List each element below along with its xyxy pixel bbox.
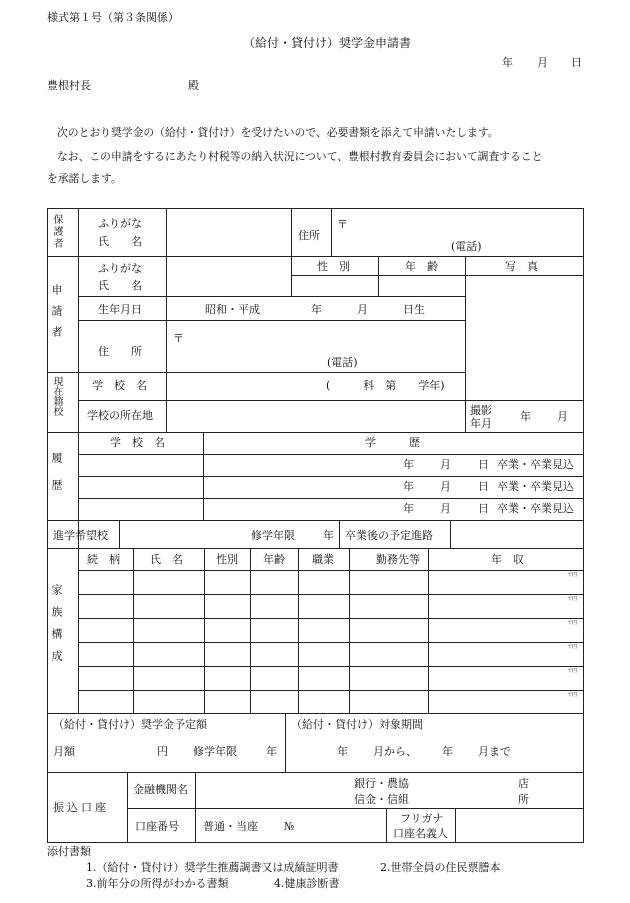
- birth-date-label: 生年月日: [98, 303, 142, 316]
- history-status: 卒業・卒業見込: [497, 502, 574, 515]
- income-unit: 千円: [567, 692, 578, 698]
- form-number: 様式第１号（第３条関係）: [47, 11, 179, 24]
- period-from-month: 月から、: [373, 745, 417, 758]
- bank-account-label: 振込口座: [53, 801, 109, 814]
- date-month: 月: [537, 56, 548, 69]
- income-unit: 千円: [567, 572, 578, 578]
- birth-day: 日生: [403, 303, 425, 316]
- gender-header: 性 別: [317, 260, 350, 273]
- history-year: 年: [403, 502, 414, 515]
- history-month: 月: [440, 458, 451, 471]
- family-header-relation: 続 柄: [87, 553, 120, 566]
- intro-line-3: を承諾します。: [47, 172, 122, 185]
- period-to-month: 月まで: [478, 745, 511, 758]
- applicant-furigana-label: ふりがな: [98, 262, 142, 275]
- family-header-name: 氏 名: [150, 553, 183, 566]
- birth-era: 昭和・平成: [205, 303, 260, 316]
- history-month: 月: [440, 502, 451, 515]
- yen-unit: 円: [157, 745, 168, 758]
- bank-options: 銀行・農協: [354, 777, 409, 790]
- account-holder-label: 口座名義人: [393, 827, 448, 840]
- monthly-amount-label: 月額: [53, 745, 75, 758]
- attachments-title: 添付書類: [47, 845, 91, 858]
- branch-office: 所: [518, 793, 529, 806]
- credit-options: 信金・信組: [354, 793, 409, 806]
- history-year: 年: [403, 480, 414, 493]
- attachment-item-4: 4.健康診断書: [274, 877, 340, 890]
- attachment-item-3: 3.前年分の所得がわかる書類: [86, 877, 229, 890]
- guardian-name-label: 氏 名: [98, 235, 142, 248]
- addressee: 豊根村長: [47, 79, 91, 92]
- photo-date-label: 撮影年月: [470, 404, 492, 430]
- date-day: 日: [571, 56, 582, 69]
- applicant-label: 申請者: [50, 284, 63, 347]
- birth-year: 年: [311, 303, 322, 316]
- current-school-label: 現在籍校: [51, 376, 62, 416]
- family-header-gender: 性別: [216, 553, 238, 566]
- attachment-item-2: 2.世帯全員の住民票謄本: [380, 861, 501, 874]
- photo-month: 月: [557, 410, 568, 423]
- history-day: 日: [478, 480, 489, 493]
- guardian-label: 保護者: [51, 214, 62, 250]
- history-school-header: 学 校 名: [110, 436, 165, 449]
- guardian-furigana-label: ふりがな: [98, 217, 142, 230]
- school-course: ( 科 第 学年): [326, 379, 445, 392]
- family-header-job: 職業: [312, 553, 334, 566]
- honorific: 殿: [188, 79, 199, 92]
- income-unit: 千円: [567, 644, 578, 650]
- plan-years-label: 修学年限: [193, 745, 237, 758]
- family-header-workplace: 勤務先等: [376, 553, 420, 566]
- branch-shop: 店: [518, 777, 529, 790]
- history-status: 卒業・卒業見込: [497, 458, 574, 471]
- account-no-mark: №: [284, 820, 295, 833]
- guardian-postal: 〒: [337, 218, 348, 231]
- intro-line-2: なお、この申請をするにあたり村税等の納入状況について、豊根村教育委員会において調査すること: [57, 150, 543, 163]
- period-to-year: 年: [442, 745, 453, 758]
- history-day: 日: [478, 458, 489, 471]
- form-title: （給付・貸付け）奨学金申請書: [243, 36, 412, 50]
- plan-years-unit: 年: [266, 745, 277, 758]
- family-header-age: 年齢: [263, 553, 285, 566]
- guardian-address-label: 住所: [298, 229, 320, 242]
- applicant-address-label: 住 所: [98, 345, 142, 358]
- history-record-header: 学 歴: [365, 436, 420, 449]
- income-unit: 千円: [567, 668, 578, 674]
- history-day: 日: [478, 502, 489, 515]
- study-years-label: 修学年限: [251, 529, 295, 542]
- date-year: 年: [502, 56, 513, 69]
- school-name-label: 学 校 名: [92, 379, 147, 392]
- birth-month: 月: [357, 303, 368, 316]
- history-status: 卒業・卒業見込: [497, 480, 574, 493]
- study-years-unit: 年: [323, 529, 334, 542]
- applicant-postal: 〒: [173, 332, 184, 345]
- target-period-title: （給付・貸付け）対象期間: [291, 718, 423, 731]
- income-unit: 千円: [567, 596, 578, 602]
- intro-line-1: 次のとおり奨学金の（給付・貸付け）を受けたいので、必要書類を添えて申請いたします。: [57, 126, 499, 139]
- period-from-year: 年: [337, 745, 348, 758]
- family-label: 家族構成: [50, 584, 63, 672]
- institution-label: 金融機関名: [133, 783, 188, 796]
- guardian-phone: (電話): [451, 240, 482, 253]
- scholarship-amount-title: （給付・貸付け）奨学金予定額: [53, 718, 207, 731]
- age-header: 年 齢: [405, 260, 438, 273]
- family-header-income: 年 収: [491, 553, 524, 566]
- account-number-label: 口座番号: [135, 820, 179, 833]
- history-month: 月: [440, 480, 451, 493]
- school-location-label: 学校の所在地: [87, 409, 153, 422]
- history-label: 履歴: [50, 452, 63, 506]
- holder-kana-label: フリガナ: [400, 812, 444, 825]
- applicant-name-label: 氏 名: [98, 279, 142, 292]
- career-path-label: 卒業後の予定進路: [345, 529, 433, 542]
- attachment-item-1: 1.（給付・貸付け）奨学生推薦調書又は成績証明書: [86, 861, 339, 874]
- desired-school-label: 進学希望校: [53, 529, 108, 542]
- history-year: 年: [403, 458, 414, 471]
- photo-year: 年: [520, 410, 531, 423]
- account-type: 普通・当座: [203, 820, 258, 833]
- income-unit: 千円: [567, 620, 578, 626]
- photo-header: 写 真: [505, 260, 538, 273]
- applicant-phone: (電話): [327, 356, 358, 369]
